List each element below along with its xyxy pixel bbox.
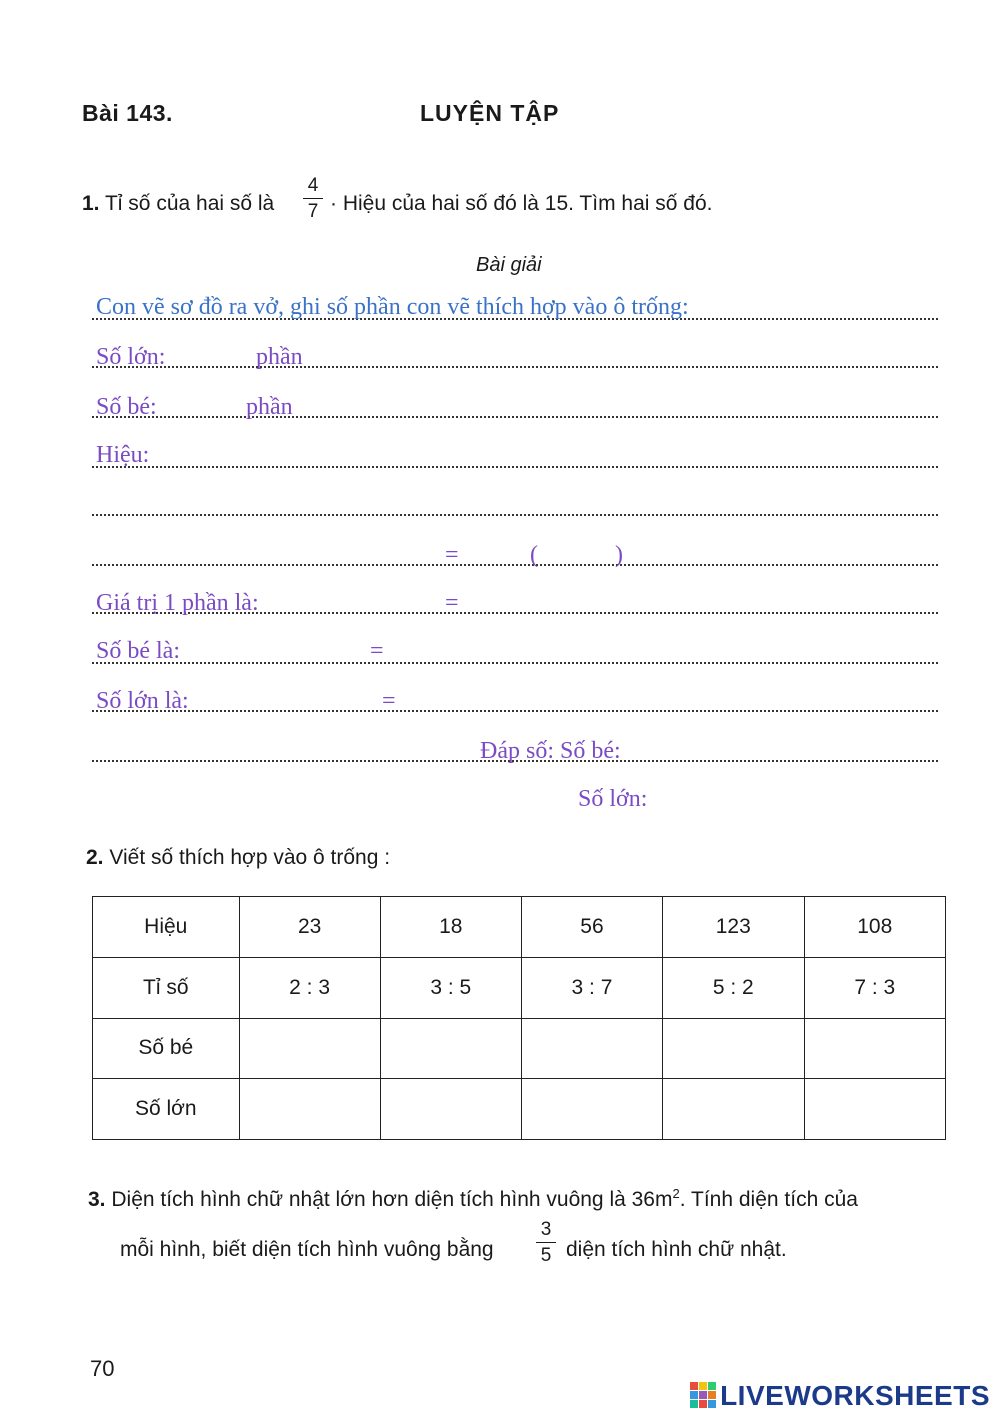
- answer-cell[interactable]: [239, 1079, 380, 1140]
- answer-big: Số lớn:: [578, 786, 648, 812]
- q2-number: 2.: [86, 846, 104, 869]
- q1-frac-den: 7: [307, 201, 319, 222]
- answer-cell[interactable]: [380, 1079, 521, 1140]
- table-cell: 56: [521, 897, 662, 958]
- answer-line: [92, 662, 938, 664]
- q1-fraction: [303, 176, 323, 221]
- row-label: Số lớn: [93, 1079, 240, 1140]
- answer-line: [92, 366, 938, 368]
- table-cell: 5 : 2: [663, 957, 804, 1018]
- q2-text: Viết số thích hợp vào ô trống :: [109, 846, 391, 869]
- q3-line1: [88, 1186, 858, 1212]
- q3-fraction: [536, 1220, 556, 1265]
- eq-equals: =: [445, 542, 459, 568]
- q1-number: 1.: [82, 192, 100, 215]
- lesson-number: Bài 143.: [82, 100, 173, 126]
- row-label: Hiệu: [93, 897, 240, 958]
- table-cell: 3 : 7: [521, 957, 662, 1018]
- answer-cell[interactable]: [521, 1018, 662, 1079]
- table-cell: 23: [239, 897, 380, 958]
- q1-text-after: · Hiệu của hai số đó là 15. Tìm hai số đó.: [330, 192, 713, 215]
- q3-frac-num: 3: [540, 1219, 552, 1240]
- q1-frac-num: 4: [307, 175, 319, 196]
- instruction-text: Con vẽ sơ đồ ra vở, ghi số phần con vẽ thích hợp vào ô trống:: [96, 294, 689, 320]
- eq-close-paren: ): [615, 542, 623, 568]
- q3-text-1: Diện tích hình chữ nhật lớn hơn diện tích hình vuông là 36m: [111, 1188, 673, 1211]
- one-part-label: Giá trị 1 phần là:: [96, 590, 259, 616]
- table-row: [93, 1018, 946, 1079]
- big-is-equals: =: [382, 688, 396, 714]
- big-is-label: Số lớn là:: [96, 688, 189, 714]
- small-is-equals: =: [370, 638, 384, 664]
- answer-cell[interactable]: [663, 1079, 804, 1140]
- small-number-unit: phần: [246, 394, 293, 420]
- answer-cell[interactable]: [804, 1018, 946, 1079]
- table-cell: 18: [380, 897, 521, 958]
- answer-cell[interactable]: [239, 1018, 380, 1079]
- q3-number: 3.: [88, 1188, 106, 1211]
- q3-frac-den: 5: [540, 1245, 552, 1266]
- brand-name: LIVEWORKSHEETS: [720, 1380, 990, 1411]
- table-row: [93, 957, 946, 1018]
- answer-line: [92, 416, 938, 418]
- table-row: [93, 897, 946, 958]
- answer-line: [92, 710, 938, 712]
- table-cell: 108: [804, 897, 946, 958]
- table-cell: 3 : 5: [380, 957, 521, 1018]
- row-label: Tỉ số: [93, 957, 240, 1018]
- answer-small: Đáp số: Số bé:: [480, 738, 621, 764]
- small-number-label: Số bé:: [96, 394, 157, 420]
- difference-label: Hiệu:: [96, 442, 150, 468]
- table-cell: 2 : 3: [239, 957, 380, 1018]
- answer-cell[interactable]: [804, 1079, 946, 1140]
- page-title: LUYỆN TẬP: [420, 100, 560, 126]
- q3-superscript: 2: [672, 1186, 680, 1201]
- brand-logo: [690, 1380, 990, 1412]
- row-label: Số bé: [93, 1018, 240, 1079]
- q1-prompt: [82, 192, 274, 216]
- eq-open-paren: (: [530, 542, 538, 568]
- page-number: 70: [90, 1356, 115, 1381]
- q1-text-before: Tỉ số của hai số là: [104, 192, 275, 215]
- big-number-label: Số lớn:: [96, 344, 166, 370]
- answer-line: [92, 564, 938, 566]
- q2-prompt: [86, 846, 390, 870]
- small-is-label: Số bé là:: [96, 638, 180, 664]
- table-row: [93, 1079, 946, 1140]
- q3-text-1-end: . Tính diện tích của: [679, 1188, 858, 1211]
- answer-cell[interactable]: [663, 1018, 804, 1079]
- solution-title: Bài giải: [476, 254, 542, 276]
- q3-line2-after: diện tích hình chữ nhật.: [566, 1238, 787, 1261]
- one-part-equals: =: [445, 590, 459, 616]
- table-cell: 123: [663, 897, 804, 958]
- table-cell: 7 : 3: [804, 957, 946, 1018]
- big-number-unit: phần: [256, 344, 303, 370]
- answer-line: [92, 514, 938, 516]
- brand-icon: [690, 1382, 716, 1408]
- q3-line2-before: mỗi hình, biết diện tích hình vuông bằng: [120, 1238, 494, 1261]
- answer-cell[interactable]: [380, 1018, 521, 1079]
- answer-line: [92, 466, 938, 468]
- ratio-table: [92, 896, 946, 1140]
- answer-cell[interactable]: [521, 1079, 662, 1140]
